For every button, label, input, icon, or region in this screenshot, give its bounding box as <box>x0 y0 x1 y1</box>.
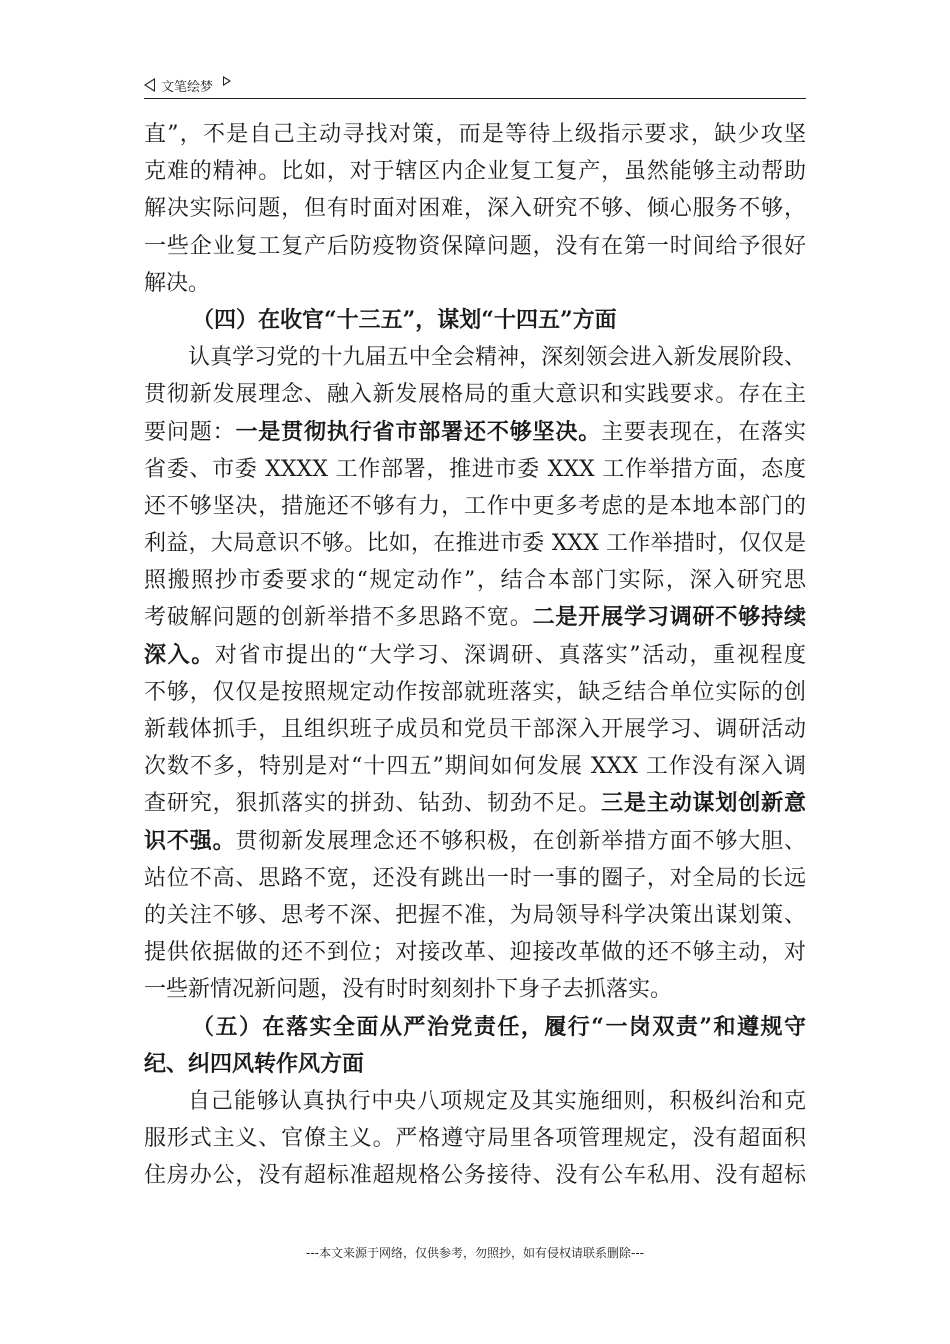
section-heading-5-cont: 纪、纠四风转作风方面 <box>144 1050 365 1077</box>
section-heading-5: （五）在落实全面从严治党责任，履行“一岗双责”和遵规守 <box>192 1013 806 1040</box>
text-run: 主要表现在，在落实 <box>601 419 806 445</box>
text-line <box>144 823 806 860</box>
text-line: 住房办公，没有超标准超规格公务接待、没有公车私用、没有超标 <box>144 1163 806 1189</box>
text-line: 服形式主义、官僚主义。严格遵守局里各项管理规定，没有超面积 <box>144 1126 806 1152</box>
text-line: 贯彻新发展理念、融入新发展格局的重大意识和实践要求。存在主 <box>144 382 806 408</box>
text-line: 的关注不够、思考不深、把握不准，为局领导科学决策出谋划策、 <box>144 902 806 928</box>
text-line: 解决。 <box>144 270 211 296</box>
footer-notice: ---本文来源于网络，仅供参考，勿照抄，如有侵权请联系删除--- <box>306 1246 644 1260</box>
text-line <box>144 785 806 822</box>
text-line: 解决实际问题，但有时面对困难，深入研究不够、倾心服务不够， <box>144 196 806 222</box>
bold-point-2: 二是开展学习调研不够持续 <box>532 604 806 631</box>
bold-point-1: 一是贯彻执行省市部署还不够坚决。 <box>235 418 602 445</box>
text-line <box>144 599 806 636</box>
text-line: 省委、市委 XXXX 工作部署，推进市委 XXX 工作举措方面，态度 <box>144 456 806 482</box>
text-line: 克难的精神。比如，对于辖区内企业复工复产，虽然能够主动帮助 <box>144 159 806 185</box>
text-line: 利益，大局意识不够。比如，在推进市委 XXX 工作举措时，仅仅是 <box>144 531 806 557</box>
text-line: 自己能够认真执行中央八项规定及其实施细则，积极纠治和克 <box>188 1088 806 1114</box>
text-line: 提供依据做的还不到位；对接改革、迎接改革做的还不够主动，对 <box>144 940 806 966</box>
text-line: 新载体抓手，且组织班子成员和党员干部深入开展学习、调研活动 <box>144 717 806 742</box>
text-run: 查研究，狠抓落实的拼劲、钻劲、韧劲不足。 <box>144 791 602 817</box>
section-heading-4: （四）在收官“十三五”，谋划“十四五”方面 <box>192 306 617 333</box>
document-body <box>144 116 806 1194</box>
text-line: 照搬照抄市委要求的“规定动作”，结合本部门实际，深入研究思 <box>144 568 806 594</box>
text-line: 直”，不是自己主动寻找对策，而是等待上级指示要求，缺少攻坚 <box>144 122 806 147</box>
text-line: 还不够坚决，措施还不够有力，工作中更多考虑的是本地本部门的 <box>144 493 806 519</box>
bold-point-3: 三是主动谋划创新意 <box>601 790 806 817</box>
text-line: 次数不多，特别是对“十四五”期间如何发展 XXX 工作没有深入调 <box>144 754 806 780</box>
page-header <box>144 72 806 99</box>
triangle-right-icon <box>223 76 231 86</box>
text-line: 站位不高、思路不宽，还没有跳出一时一事的圈子，对全局的长远 <box>144 865 806 891</box>
triangle-left-icon <box>144 78 155 92</box>
text-line: 不够，仅仅是按照规定动作按部就班落实，缺乏结合单位实际的创 <box>144 679 806 705</box>
text-line <box>144 637 806 674</box>
text-run: 对省市提出的“大学习、深调研、真落实”活动，重视程度 <box>214 642 806 668</box>
text-line: 一些新情况新问题，没有时时刻刻扑下身子去抓落实。 <box>144 977 673 1003</box>
text-run: 贯彻新发展理念还不够积极，在创新举措方面不够大胆、 <box>235 828 806 854</box>
text-line: 一些企业复工复产后防疫物资保障问题，没有在第一时间给予很好 <box>144 233 806 259</box>
text-line <box>144 414 806 451</box>
text-line: 认真学习党的十九届五中全会精神，深刻领会进入新发展阶段、 <box>188 345 806 371</box>
bold-point-3-end: 识不强。 <box>144 827 236 854</box>
bold-point-2-end: 深入。 <box>144 641 215 668</box>
text-run: 要问题： <box>144 419 236 445</box>
header-title: 文笔绘梦 <box>161 79 214 95</box>
text-run: 考破解问题的创新举措不多思路不宽。 <box>144 605 533 631</box>
